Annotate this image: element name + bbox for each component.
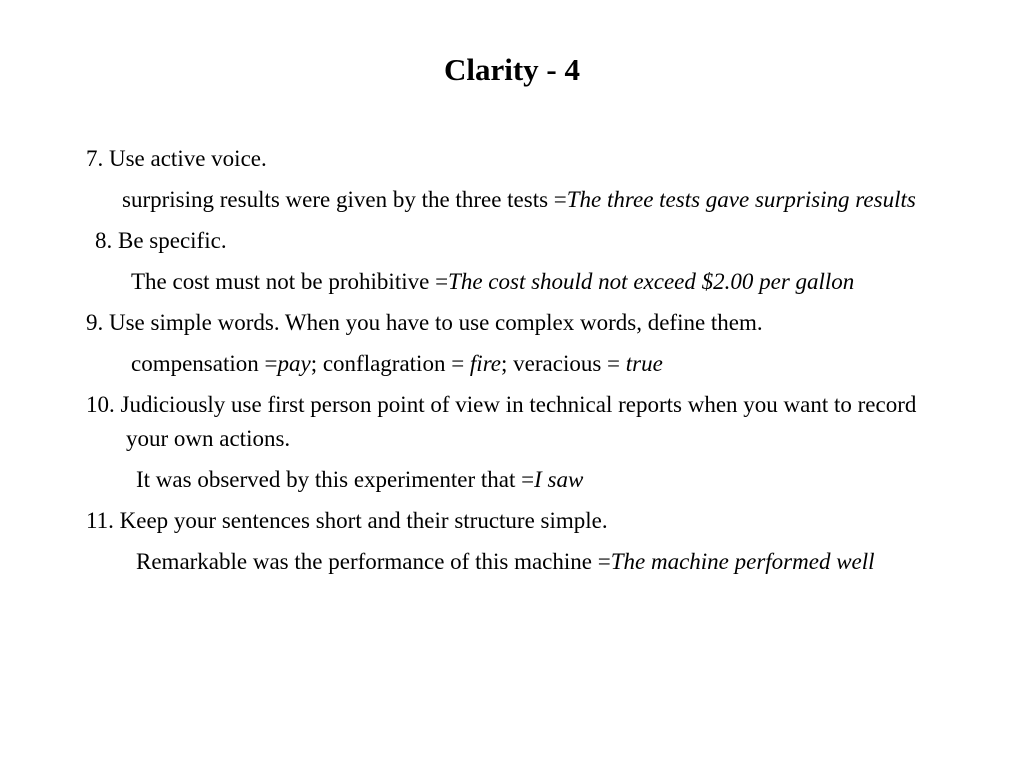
rule-8-example (86, 265, 926, 299)
rule-8-example-italic: The cost should not exceed $2.00 per gallon (448, 269, 855, 294)
rule-8-heading: 8. Be specific. (95, 228, 227, 253)
rule-10-heading: 10. Judiciously use first person point of view in technical reports when you want to record your own actions. (86, 392, 917, 451)
rule-9-word2-italic: fire (469, 351, 502, 376)
rule-7-example (86, 183, 926, 217)
rule-11-example (86, 545, 926, 579)
rule-9-word1: compensation = (131, 351, 278, 376)
rule-9-word1-italic: pay (277, 351, 311, 376)
rules-list (86, 142, 926, 586)
rule-11-example-plain: Remarkable was the performance of this machine = (136, 549, 611, 574)
rule-7-example-plain: surprising results were given by the three tests = (122, 187, 567, 212)
rule-7-heading: 7. Use active voice. (86, 146, 267, 171)
slide-title: Clarity - 4 (443, 52, 581, 87)
rule-9-word2: ; conflagration = (310, 351, 470, 376)
rule-10-example-italic: I saw (534, 467, 584, 492)
rule-10-example-plain: It was observed by this experimenter that = (136, 467, 535, 492)
rule-9-word3-italic: true (625, 351, 663, 376)
rule-9-word3: ; veracious = (501, 351, 626, 376)
rule-10-example (86, 463, 926, 497)
rule-11-heading: 11. Keep your sentences short and their structure simple. (86, 508, 608, 533)
rule-9-example (86, 347, 926, 381)
rule-7-example-italic: The three tests gave surprising results (566, 187, 916, 212)
rule-8-example-plain: The cost must not be prohibitive = (131, 269, 449, 294)
rule-9-heading: 9. Use simple words. When you have to use complex words, define them. (86, 310, 763, 335)
rule-11-example-italic: The machine performed well (610, 549, 875, 574)
